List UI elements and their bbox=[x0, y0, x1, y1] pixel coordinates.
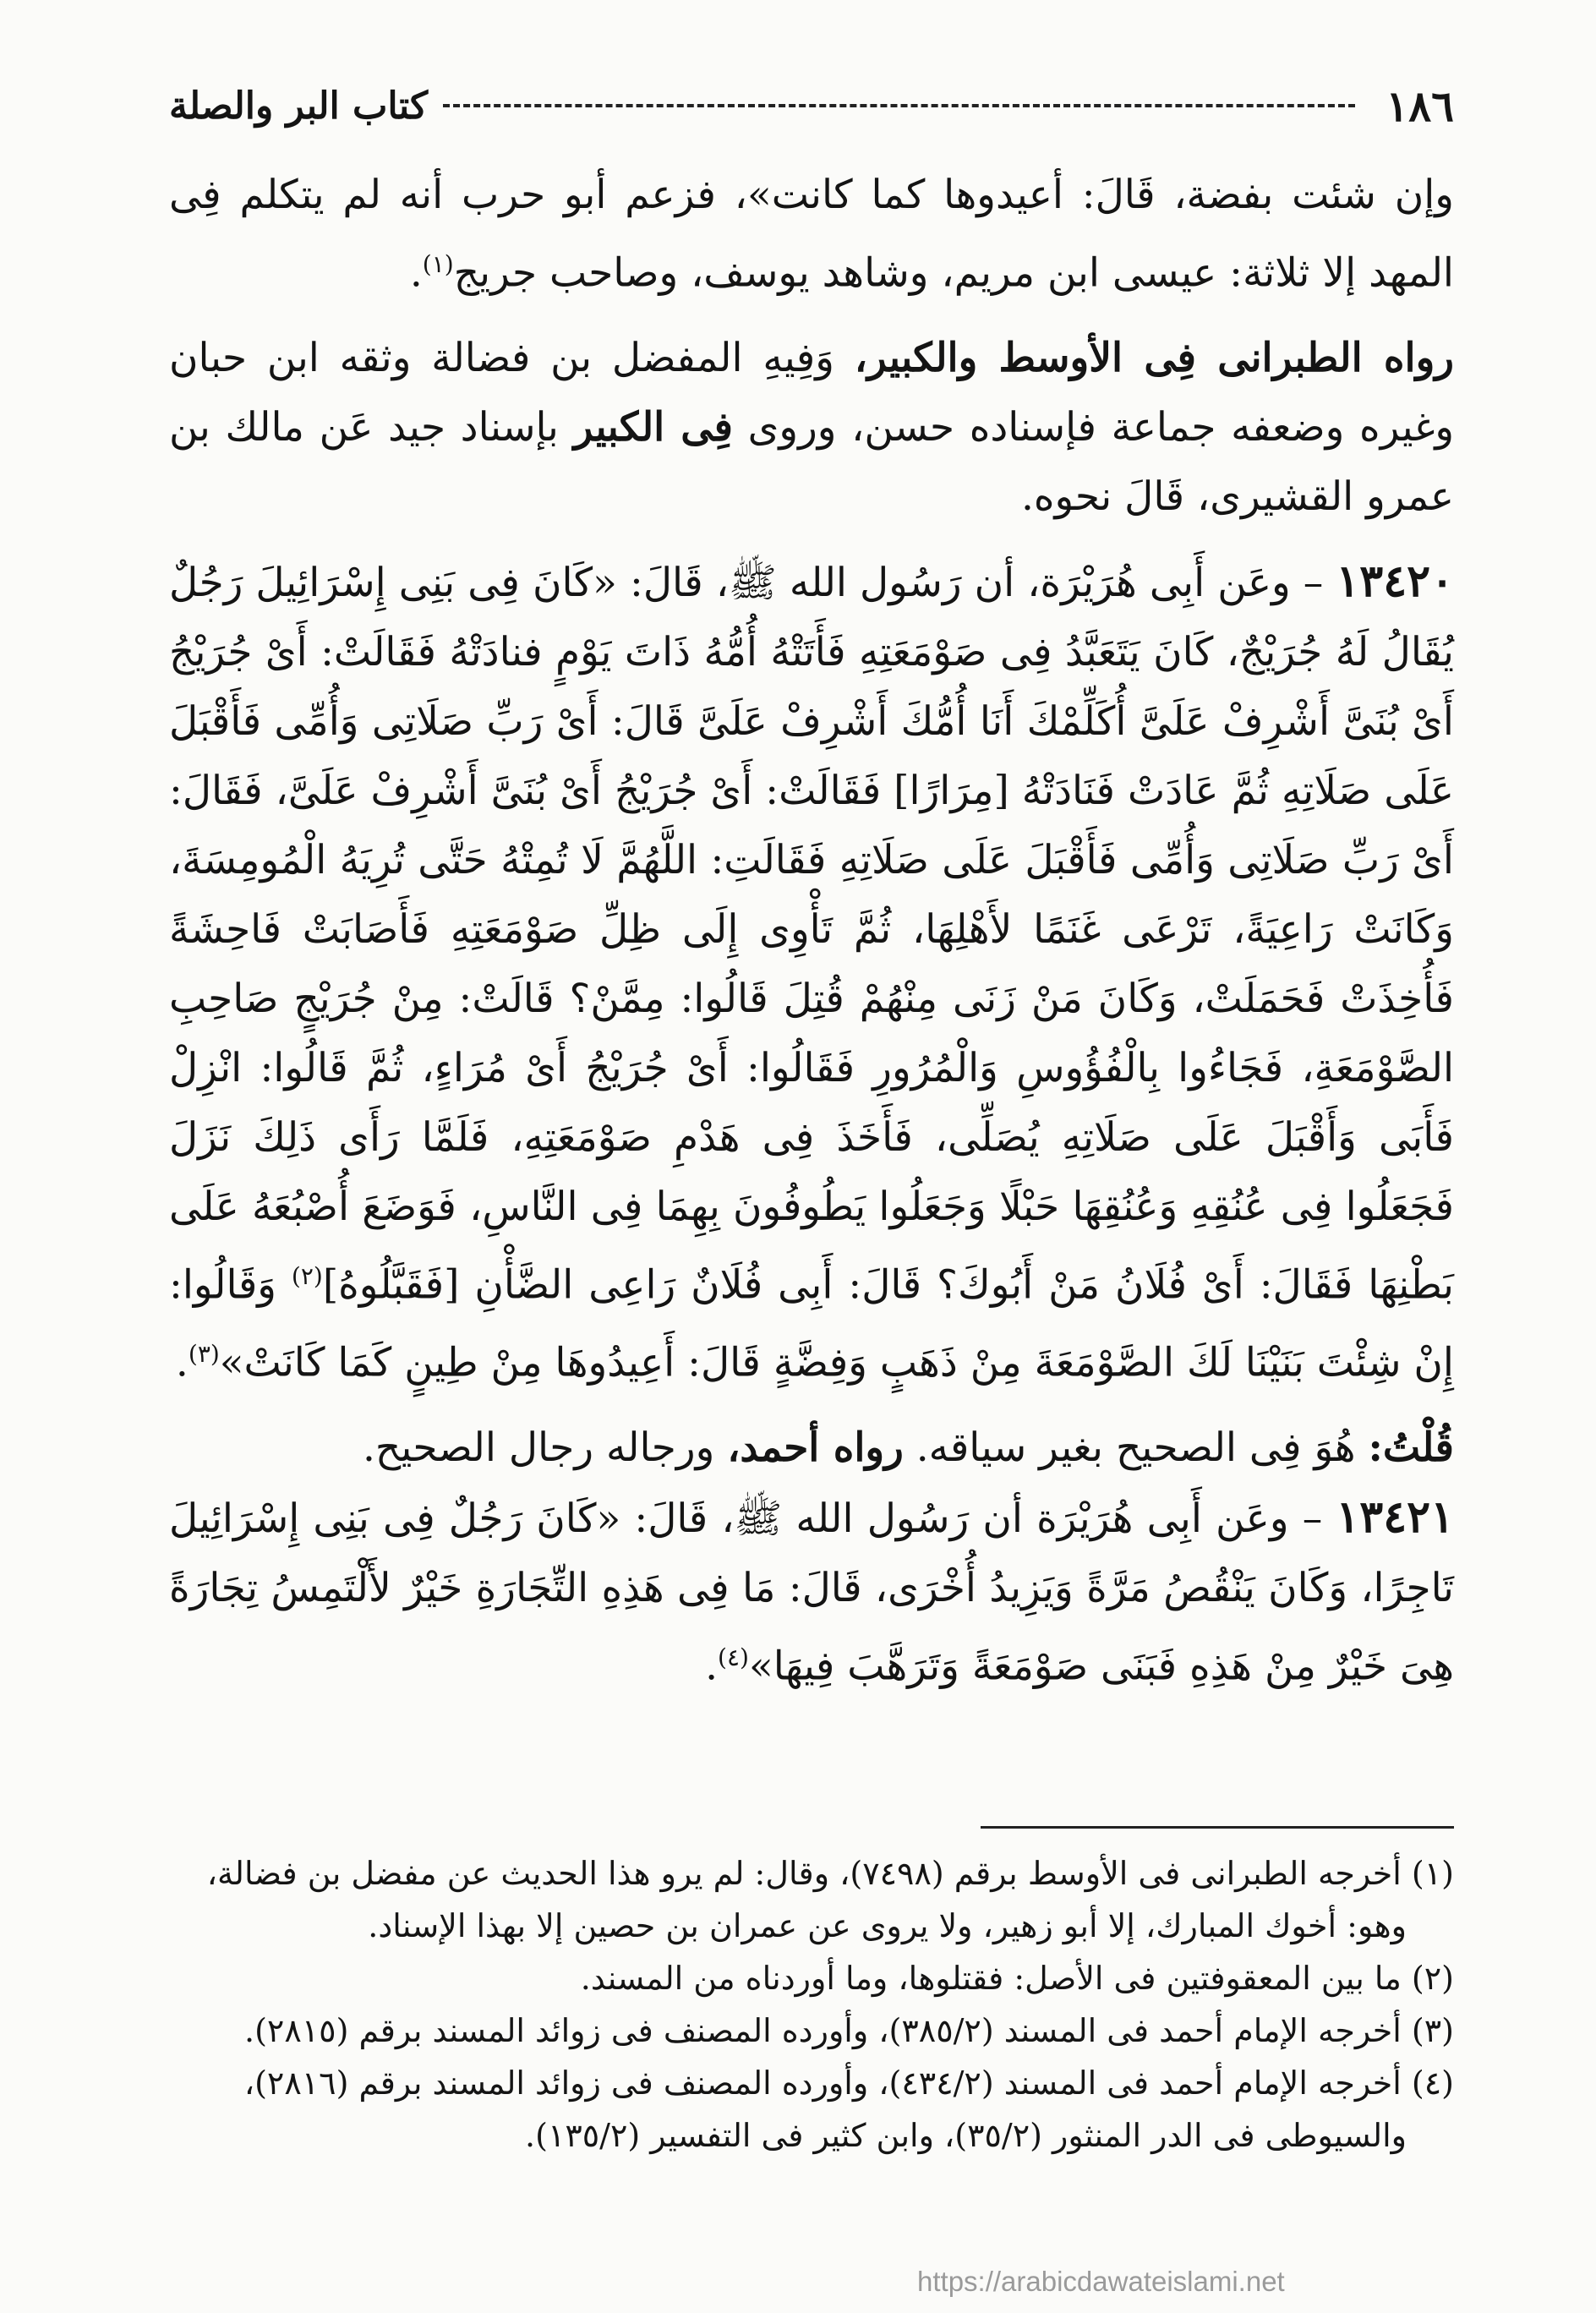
footnote-4: (٤) أخرجه الإمام أحمد فى المسند (٤٣٤/٢)، وأورده المصنف فى زوائد المسند برقم (٢٨١٦)، bbox=[243, 2064, 1454, 2102]
takhrij-note: رواه الطبرانى فِى الأوسط والكبير، وَفِيهِ المفضل بن فضالة وثقه ابن حبان وغيره وضعفه جماعة فإسناده حسن، وروى فِى الكبير بإسناد جيد عَن مالك بن عمرو القشيرى، قَالَ نحوه. bbox=[169, 334, 1455, 520]
watermark-url: https://arabicdawateislami.net bbox=[917, 2266, 1285, 2297]
hadith-13420: ١٣٤٢٠ – وعَن أَبِى هُرَيْرَة، أن رَسُول الله ﷺ، قَالَ: «كَانَ فِى بَنِى إِسْرَائِيلَ رَجُلٌ يُقَالُ لَهُ جُرَيْجٌ، كَانَ يَتَعَبَّدُ فِى صَوْمَعَتِهِ فَأَتَتْهُ أُمُّهُ ذَاتَ يَوْمٍ فنادَتْهُ فَقَالَتْ: أَىْ جُرَيْجُ أَىْ بُنَىَّ أَشْرِفْ عَلَىَّ أُكَلِّمْكَ أَنَا أُمُّكَ أَشْرِفْ عَلَىَّ قَالَ: أَىْ رَبِّ صَلَاتِى وَأُمِّى فَأَقْبَلَ عَلَى صَلَاتِهِ ثُمَّ عَادَتْ فَنَادَتْهُ [مِرَارًا] فَقَالَتْ: أَىْ جُرَيْجُ أَىْ بُنَىَّ أَشْرِفْ عَلَىَّ، فَقَالَ: أَىْ رَبِّ صَلَاتِى وَأُمِّى فَأَقْبَلَ عَلَى صَلَاتِهِ فَقَالَتِ: اللَّهُمَّ لَا تُمِتْهُ حَتَّى تُرِيَهُ الْمُومِسَةَ، وَكَانَتْ رَاعِيَةً، تَرْعَى غَنَمًا لأَهْلِهَا، ثُمَّ تَأْوِى إِلَى ظِلِّ صَوْمَعَتِهِ فَأَصَابَتْ فَاحِشَةً فَأُخِذَتْ فَحَمَلَتْ، وَكَانَ مَنْ زَنَى مِنْهُمْ قُتِلَ قَالُوا: مِمَّنْ؟ قَالَتْ: مِنْ جُرَيْجٍ صَاحِبِ الصَّوْمَعَةِ، فَجَاءُوا بِالْفُؤُوسِ وَالْمُرُورِ فَقَالُوا: أَىْ جُرَيْجُ أَىْ مُرَاءٍ، ثُمَّ قَالُوا: انْزِلْ فَأَبَى وَأَقْبَلَ عَلَى صَلَاتِهِ يُصَلِّى، فَأَخَذَ فِى هَدْمِ صَوْمَعَتِهِ، فَلَمَّا رَأَى ذَلِكَ نَزَلَ فَجَعَلُوا فِى عُنُقِهِ وَعُنُقِهَا حَبْلًا وَجَعَلُوا يَطُوفُونَ بِهِمَا فِى النَّاسِ، فَوَضَعَ أُصْبُعَهُ عَلَى بَطْنِهَا فَقَالَ: أَىْ فُلَانُ مَنْ أَبُوكَ؟ قَالَ: أَبِى فُلَانٌ رَاعِى الضَّأْنِ [فَقَبَّلُوهُ]$^{(٢)}$ وَقَالُوا: إِنْ شِئْتَ بَنَيْنَا لَكَ الصَّوْمَعَةَ مِنْ ذَهَبٍ وَفِضَّةٍ قَالَ: أَعِيدُوهَا مِنْ طِينٍ كَمَا كَانَتْ»$^{(٣)}$. bbox=[169, 555, 1454, 1386]
footnote-4-cont: والسيوطى فى الدر المنثور (٣٥/٢)، وابن كثير فى التفسير (١٣٥/٢). bbox=[525, 2117, 1407, 2154]
footnote-1-cont: وهو: أخوك المبارك، إلا أبو زهير، ولا يروى عن عمران بن حصين إلا بهذا الإسناد. bbox=[368, 1907, 1407, 1944]
paragraph-continuation: وإن شئت بفضة، قَالَ: أعيدوها كما كانت»، فزعم أبو حرب أنه لم يتكلم فِى المهد إلا ثلاثة: عيسى ابن مريم، وشاهد يوسف، وصاحب جريج$^{(١)}$. bbox=[169, 172, 1454, 297]
hadith-number: ١٣٤٢١ bbox=[1336, 1490, 1454, 1543]
footnote-3: (٣) أخرجه الإمام أحمد فى المسند (٣٨٥/٢)، وأورده المصنف فى زوائد المسند برقم (٢٨١٥). bbox=[244, 2012, 1454, 2049]
header-divider bbox=[443, 104, 1355, 107]
footnote-ref[interactable]: (٢) bbox=[291, 1261, 323, 1290]
qult-label: قُلْتُ: bbox=[1368, 1424, 1454, 1471]
footnote-1: (١) أخرجه الطبرانى فى الأوسط برقم (٧٤٩٨)، وقال: لم يرو هذا الحديث عن مفضل بن فضالة، bbox=[206, 1855, 1454, 1892]
footnote-2: (٢) ما بين المعقوفتين فى الأصل: فقتلوها، وما أوردناه من المسند. bbox=[580, 1960, 1454, 1997]
qult-comment: قُلْتُ: هُوَ فِى الصحيح بغير سياقه. رواه أحمد، ورجاله رجال الصحيح. bbox=[362, 1424, 1454, 1471]
hadith-13421: ١٣٤٢١ – وعَن أَبِى هُرَيْرَة أن رَسُول الله ﷺ، قَالَ: «كَانَ رَجُلٌ فِى بَنِى إِسْرَائِيلَ تَاجِرًا، وَكَانَ يَنْقُصُ مَرَّةً وَيَزِيدُ أُخْرَى، قَالَ: مَا فِى هَذِهِ التِّجَارَةِ خَيْرٌ لأَلْتَمِسُ تِجَارَةً هِىَ خَيْرٌ مِنْ هَذِهِ فَبَنَى صَوْمَعَةً وَتَرَهَّبَ فِيهَا»$^{(٤)}$. bbox=[169, 1490, 1454, 1690]
book-title: كتاب البر والصلة bbox=[169, 84, 429, 128]
main-text bbox=[169, 161, 1454, 1702]
footnote-ref[interactable]: (٤) bbox=[718, 1643, 749, 1671]
footnote-ref[interactable]: (١) bbox=[422, 250, 454, 278]
footnote-separator bbox=[981, 1826, 1454, 1829]
page-header bbox=[169, 80, 1454, 131]
footnotes bbox=[169, 1847, 1454, 2162]
footnote-ref[interactable]: (٣) bbox=[188, 1340, 220, 1369]
page-number: ١٨٦ bbox=[1386, 80, 1454, 131]
hadith-number: ١٣٤٢٠ bbox=[1336, 555, 1454, 607]
